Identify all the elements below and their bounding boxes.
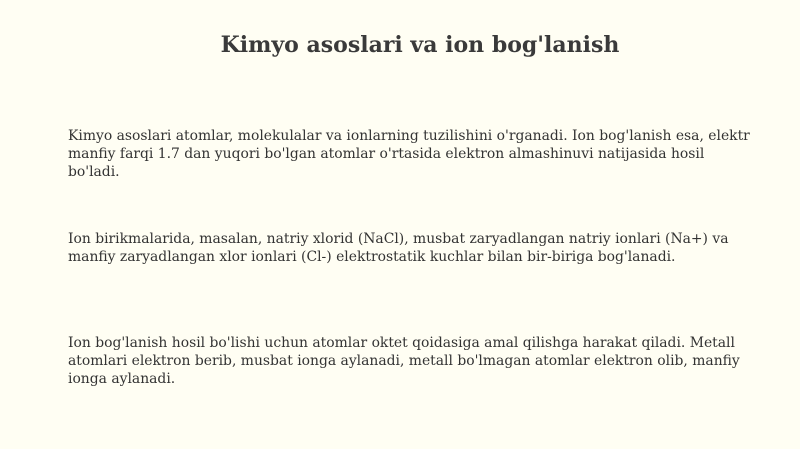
paragraph-ionic-compounds: Ion birikmalarida, masalan, natriy xlorid (NaCl), musbat zaryadlangan natriy ionlari (Na+) va manfiy zaryadlangan xlor ionlari (Cl-) elektrostatik kuchlar bilan bir-biriga bog'lanadi. [68, 231, 729, 265]
page-title: Kimyo asoslari va ion bog'lanish [220, 32, 620, 58]
paragraph-octet-rule: Ion bog'lanish hosil bo'lishi uchun atomlar oktet qoidasiga amal qilishga harakat qiladi. Metall atomlari elektron berib, musbat ionga aylanadi, metall bo'lmagan atomlar elektron olib, manfiy ionga aylanadi. [68, 335, 740, 387]
paragraph-intro: Kimyo asoslari atomlar, molekulalar va ionlarning tuzilishini o'rganadi. Ion bog'lanish esa, elektr manfiy farqi 1.7 dan yuqori bo'lgan atomlar o'rtasida elektron almashinuvi natijasida hosil bo'ladi. [68, 128, 750, 180]
